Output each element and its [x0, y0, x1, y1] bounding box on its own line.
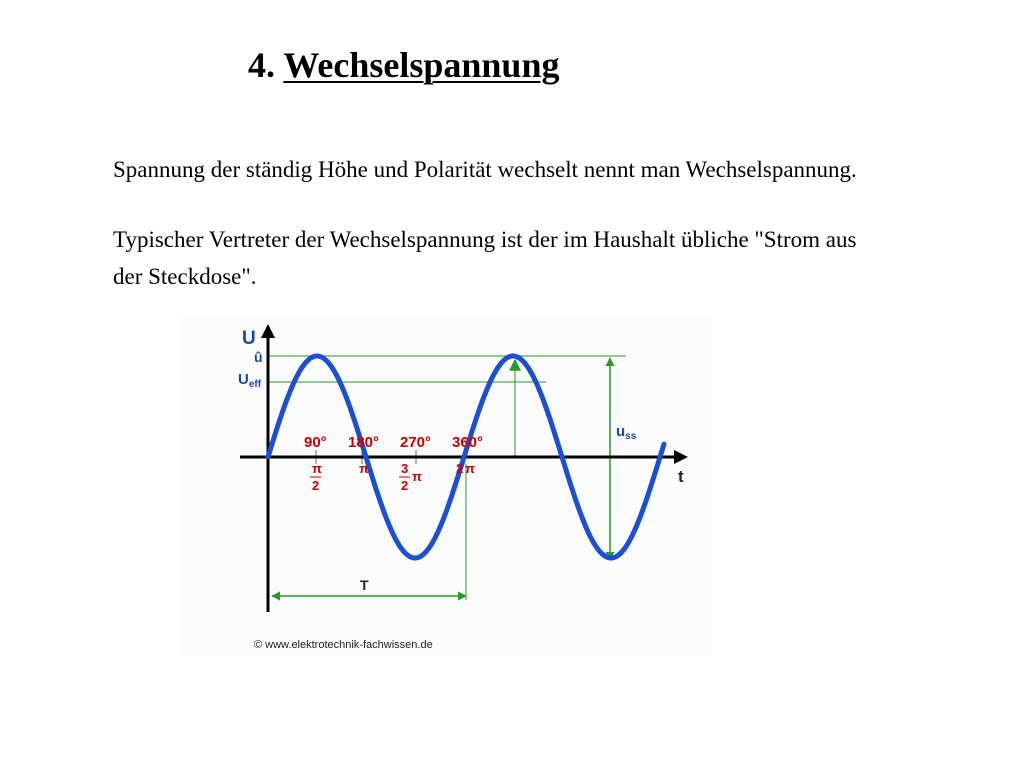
effective-label-subscript: eff: [248, 379, 262, 390]
title-number: 4.: [248, 45, 275, 85]
page-title: [248, 44, 559, 86]
radian-three-half-denominator: 2: [401, 478, 409, 493]
paragraph-example: Typischer Vertreter der Wechselspannung ist der im Haushalt übliche "Strom aus der Steckdose".: [113, 227, 857, 289]
radian-three-half-numerator: 3: [401, 461, 409, 476]
y-axis-arrowhead: [261, 324, 275, 338]
x-axis-label: t: [678, 467, 684, 486]
radian-pi-half-denominator: 2: [312, 478, 320, 493]
effective-label-main: U: [238, 371, 249, 388]
radian-pi: π: [359, 461, 369, 476]
peak-to-peak-label: [616, 423, 637, 442]
angle-label-270: 270°: [400, 434, 432, 451]
angle-label-180: 180°: [348, 434, 380, 451]
peak-label: û: [254, 349, 263, 365]
title-text: Wechselspannung: [283, 45, 560, 85]
peak-to-peak-label-subscript: ss: [625, 431, 637, 442]
sine-wave-figure: [180, 316, 712, 656]
radian-three-half-pi: π: [412, 469, 422, 484]
peak-to-peak-label-main: u: [616, 423, 626, 440]
period-label: T: [360, 577, 369, 593]
angle-label-90: 90°: [304, 434, 327, 451]
radian-two-pi: π: [465, 461, 475, 476]
effective-label: [238, 371, 262, 390]
sine-wave-diagram: [180, 316, 712, 656]
y-axis-label: U: [242, 328, 256, 349]
angle-label-360: 360°: [452, 434, 484, 451]
radian-pi-half-numerator: π: [312, 461, 322, 476]
paragraph-definition: Spannung der ständig Höhe und Polarität wechselt nennt man Wechselspannung.: [113, 157, 857, 182]
radian-two-pi-coefficient: 2: [456, 461, 464, 476]
copyright-notice: © www.elektrotechnik-fachwissen.de: [254, 639, 433, 651]
x-axis-arrowhead: [674, 450, 688, 464]
